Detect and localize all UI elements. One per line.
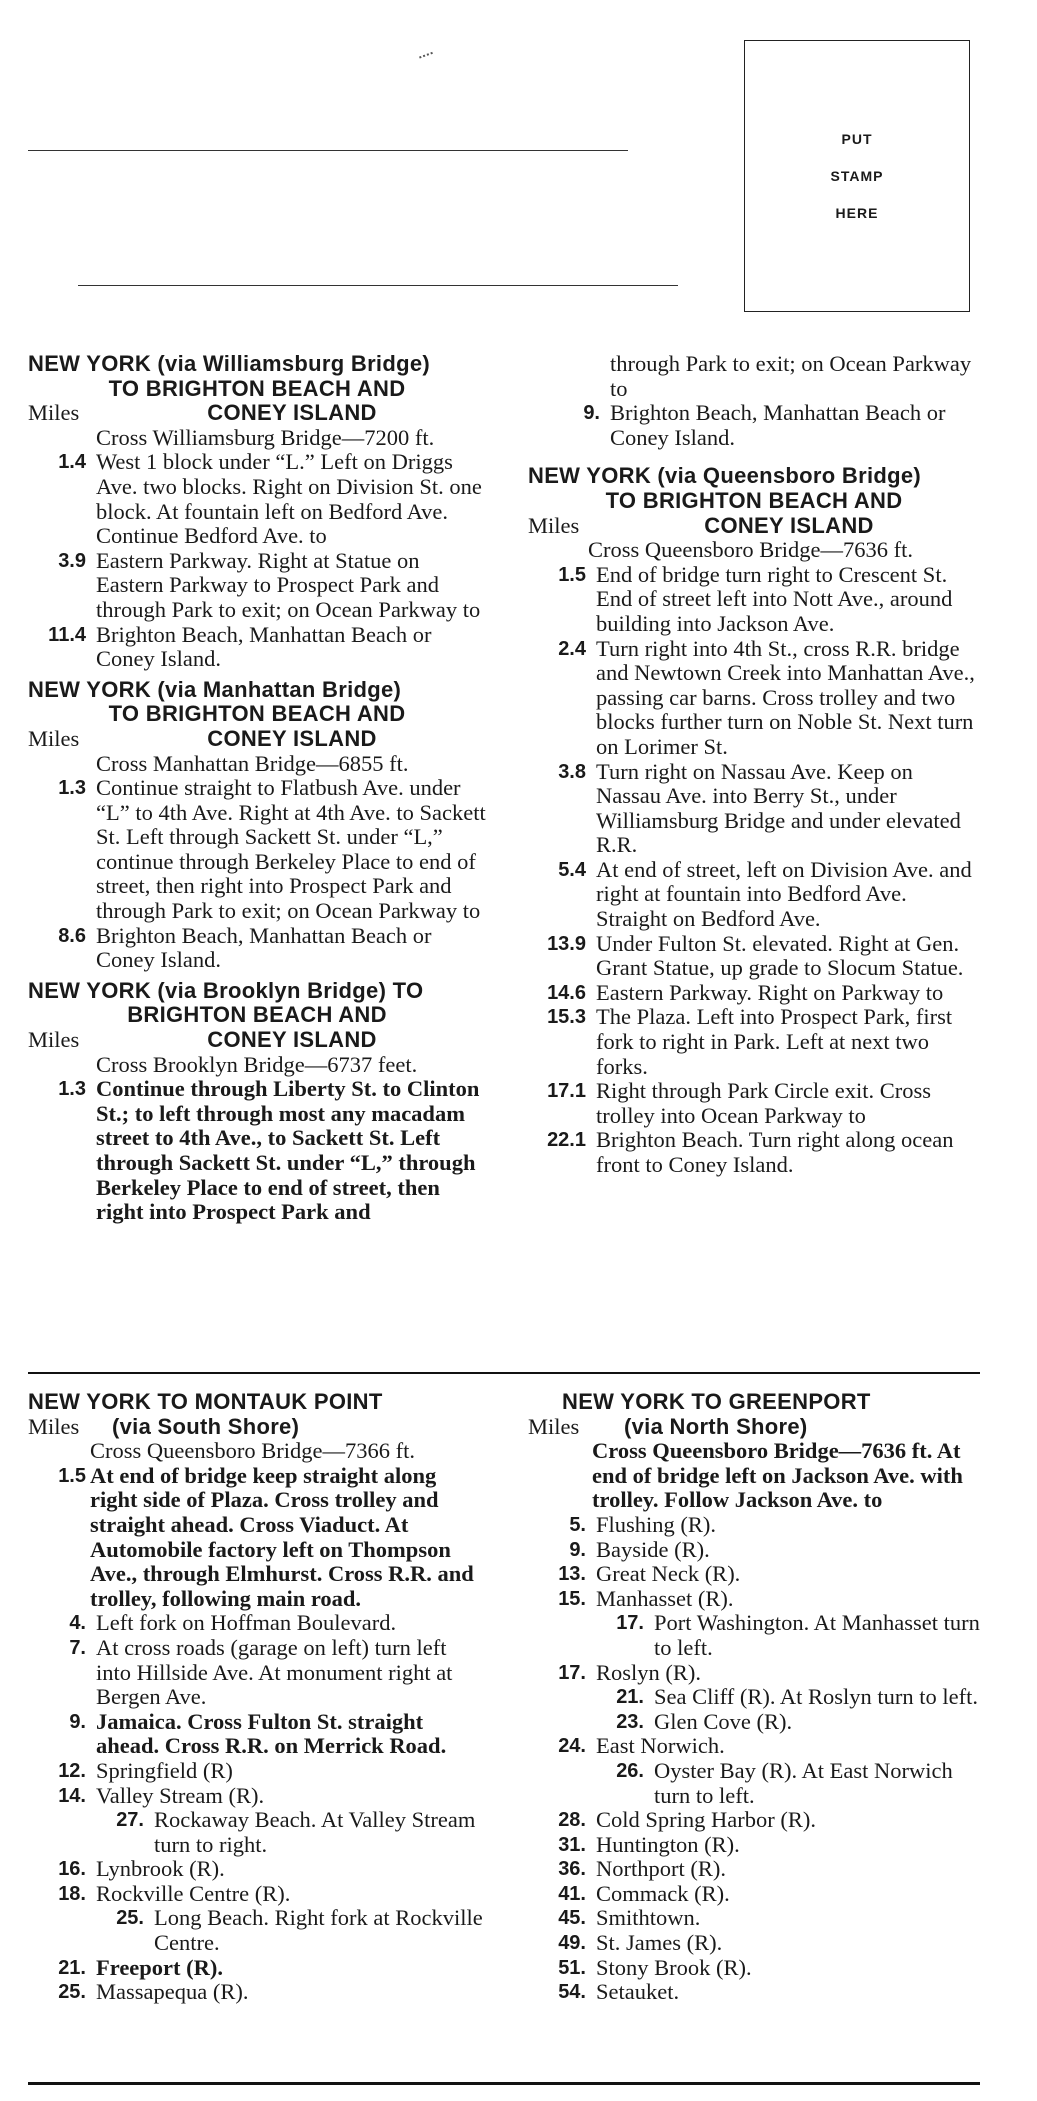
- step-text: Right through Park Circle exit. Cross trolley into Ocean Parkway to: [596, 1078, 931, 1128]
- step-text: At cross roads (garage on left) turn left into Hillside Ave. At monument right at Bergen Ave.: [96, 1634, 453, 1710]
- mileage: 49.: [558, 1932, 586, 1955]
- mileage: 7.: [69, 1636, 86, 1659]
- step-text: Under Fulton St. elevated. Right at Gen. Grant Statue, up grade to Slocum Statue.: [596, 930, 964, 981]
- mileage: 17.1: [547, 1080, 586, 1103]
- mileage: 9.: [569, 1538, 586, 1561]
- step-text: Turn right into 4th St., cross R.R. bridge and Newtown Creek into Manhattan Ave., passing car barns. Cross trolley and two blocks further turn on Noble St. Next turn on Lorimer St.: [596, 635, 975, 759]
- step-text: Stony Brook (R).: [596, 1954, 752, 1980]
- miles-label: Miles: [28, 400, 80, 426]
- route-step: [528, 563, 980, 637]
- step-text: Glen Cove (R).: [654, 1708, 793, 1734]
- mileage: 21.: [58, 1956, 86, 1979]
- route-step: [528, 1661, 980, 1686]
- bottom-rule: [28, 2082, 980, 2085]
- mileage: 16.: [58, 1858, 86, 1881]
- mileage: 9.: [583, 402, 600, 425]
- route-step: [28, 1956, 486, 1981]
- route-subtitle: (via North Shore): [624, 1413, 808, 1439]
- miles-label: Miles: [28, 1027, 80, 1053]
- step-text: Great Neck (R).: [596, 1561, 741, 1587]
- mileage: 5.4: [558, 858, 586, 881]
- route-title: CONEY ISLAND: [704, 512, 874, 538]
- step-text: Left fork on Hoffman Boulevard.: [96, 1610, 397, 1636]
- route-step: [28, 1980, 486, 2005]
- route-step: [28, 1077, 486, 1225]
- route-step: [528, 1956, 980, 1981]
- cross-instruction: Cross Manhattan Bridge—6855 ft.: [96, 750, 409, 776]
- ink-speck: [419, 52, 435, 64]
- stamp-line: HERE: [835, 204, 879, 221]
- route-step: [528, 760, 980, 858]
- mileage: 21.: [616, 1686, 644, 1709]
- mileage: 13.9: [547, 932, 586, 955]
- route-step: [28, 776, 486, 924]
- step-text: Lynbrook (R).: [96, 1856, 225, 1882]
- mileage: 3.8: [558, 760, 586, 783]
- mileage: 25.: [58, 1981, 86, 2004]
- continued-text: through Park to exit; on Ocean Parkway to: [610, 351, 972, 401]
- mileage: 1.3: [58, 1078, 86, 1101]
- route-step: [528, 1538, 980, 1563]
- mileage: 1.3: [58, 777, 86, 800]
- miles-row: [28, 727, 486, 752]
- route-brooklyn: [28, 979, 486, 1225]
- route-step: [528, 1882, 980, 1907]
- step-text: Springfield (R): [96, 1757, 233, 1783]
- mileage: 51.: [558, 1956, 586, 1979]
- step-text: St. James (R).: [596, 1930, 723, 1956]
- step-text: At end of bridge keep straight along right side of Plaza. Cross trolley and straight ahead. Cross Viaduct. At Automobile factory left on Thompson Ave., through Elmhurst. Cross R.R. and trolley, following main road.: [90, 1462, 474, 1611]
- step-text: Smithtown.: [596, 1905, 701, 1931]
- route-step: [528, 1587, 980, 1612]
- step-text: Oyster Bay (R). At East Norwich turn to left.: [654, 1757, 953, 1808]
- step-text: Roslyn (R).: [596, 1659, 702, 1685]
- route-step: [528, 1079, 980, 1128]
- route-williamsburg: [28, 352, 486, 672]
- route-title: TO BRIGHTON BEACH AND: [605, 487, 903, 513]
- step-text: Bayside (R).: [596, 1536, 710, 1562]
- route-step: [28, 1857, 486, 1882]
- mileage: 3.9: [58, 549, 86, 572]
- step-text: Eastern Parkway. Right on Parkway to: [596, 979, 944, 1005]
- top-left-column: [28, 352, 486, 1225]
- step-text: Brighton Beach, Manhattan Beach or Coney Island.: [96, 621, 432, 672]
- step-text: East Norwich.: [596, 1733, 725, 1759]
- route-step: [528, 1906, 980, 1931]
- step-text: Turn right on Nassau Ave. Keep on Nassau Ave. into Berry St., under Williamsburg Bridge and under elevated R.R.: [596, 758, 961, 858]
- mileage: 9.: [69, 1710, 86, 1733]
- route-step: [528, 1685, 980, 1710]
- route-title: CONEY ISLAND: [207, 400, 377, 426]
- step-text: Manhasset (R).: [596, 1585, 734, 1611]
- step-text: Sea Cliff (R). At Roslyn turn to left.: [654, 1684, 978, 1710]
- miles-row: [528, 514, 980, 539]
- mileage: 27.: [116, 1809, 144, 1832]
- step-text: Valley Stream (R).: [96, 1782, 265, 1808]
- route-title: CONEY ISLAND: [207, 1027, 377, 1053]
- mileage: 26.: [616, 1759, 644, 1782]
- mileage: 1.5: [558, 563, 586, 586]
- route-title: NEW YORK (via Williamsburg Bridge): [28, 351, 430, 376]
- mileage: 18.: [58, 1882, 86, 1905]
- miles-row: [28, 401, 486, 426]
- mileage: 15.: [558, 1587, 586, 1610]
- cross-instruction: Cross Williamsburg Bridge—7200 ft.: [96, 424, 435, 450]
- step-text: Brighton Beach. Turn right along ocean front to Coney Island.: [596, 1127, 954, 1177]
- step-text: Continue straight to Flatbush Ave. under “L” to 4th Ave. Right at 4th Ave. to Sackett St. Left through Sackett St. under “L,” continue through Berkeley Place to end of street, then right into Prospect Park and through Park to exit; on Ocean Parkway to: [96, 775, 486, 924]
- mileage: 31.: [558, 1833, 586, 1856]
- mileage: 8.6: [58, 924, 86, 947]
- step-text: Cold Spring Harbor (R).: [596, 1807, 816, 1833]
- step-text: Northport (R).: [596, 1856, 726, 1882]
- miles-row: [28, 1028, 486, 1053]
- address-line-1: [28, 150, 628, 151]
- route-step: [28, 1636, 486, 1710]
- route-step: [528, 1857, 980, 1882]
- stamp-box: [744, 40, 970, 312]
- step-text: Massapequa (R).: [96, 1979, 249, 2005]
- miles-label: Miles: [28, 725, 80, 751]
- mileage: 28.: [558, 1809, 586, 1832]
- cross-instruction: Cross Queensboro Bridge—7636 ft. At end of bridge left on Jackson Ave. with trolley. Follow Jackson Ave. to: [592, 1438, 963, 1513]
- route-steps: [28, 1464, 486, 2005]
- step-text: The Plaza. Left into Prospect Park, first fork to right in Park. Left at next two forks.: [596, 1004, 953, 1079]
- miles-row: [28, 1415, 486, 1440]
- route-step: [28, 1611, 486, 1636]
- route-step: [528, 401, 980, 450]
- cross-instruction: Cross Brooklyn Bridge—6737 feet.: [96, 1051, 418, 1077]
- step-text: At end of street, left on Division Ave. and right at fountain into Bedford Ave. Straight on Bedford Ave.: [596, 856, 972, 932]
- route-title: NEW YORK TO GREENPORT: [562, 1389, 871, 1414]
- route-subtitle: (via South Shore): [112, 1413, 300, 1439]
- miles-row: [528, 1415, 980, 1440]
- route-step: [28, 1882, 486, 1907]
- mileage: 36.: [558, 1858, 586, 1881]
- mileage: 25.: [116, 1907, 144, 1930]
- cross-instruction: Cross Queensboro Bridge—7636 ft.: [588, 537, 913, 563]
- stamp-line: STAMP: [830, 167, 884, 184]
- miles-label: Miles: [28, 1413, 80, 1439]
- mileage: 5.: [569, 1513, 586, 1536]
- route-step: [28, 1906, 486, 1955]
- route-step: [28, 924, 486, 973]
- route-step: [528, 1931, 980, 1956]
- address-line-2: [78, 285, 678, 286]
- miles-label: Miles: [528, 512, 580, 538]
- route-step: [528, 637, 980, 760]
- route-title: TO BRIGHTON BEACH AND: [108, 701, 406, 727]
- step-text: Setauket.: [596, 1979, 680, 2005]
- mileage: 1.5: [58, 1464, 86, 1487]
- mileage: 45.: [558, 1907, 586, 1930]
- mileage: 41.: [558, 1882, 586, 1905]
- section-divider: [28, 1372, 980, 1374]
- route-title: BRIGHTON BEACH AND: [127, 1002, 387, 1028]
- mileage: 12.: [58, 1759, 86, 1782]
- route-title: NEW YORK (via Queensboro Bridge): [528, 463, 922, 489]
- route-step: [528, 932, 980, 981]
- mileage: 24.: [558, 1735, 586, 1758]
- route-step: [528, 1128, 980, 1177]
- mileage: 54.: [558, 1981, 586, 2004]
- route-title: TO BRIGHTON BEACH AND: [108, 375, 406, 401]
- step-text: Rockville Centre (R).: [96, 1880, 291, 1906]
- step-text: Brighton Beach, Manhattan Beach or Coney Island.: [96, 922, 432, 973]
- mileage: 14.6: [547, 981, 586, 1004]
- route-step: [28, 1808, 486, 1857]
- route-step: [528, 1833, 980, 1858]
- miles-label: Miles: [528, 1413, 580, 1439]
- route-step: [528, 1005, 980, 1079]
- top-right-column: [528, 352, 980, 1178]
- stamp-line: PUT: [841, 130, 873, 147]
- route-title: NEW YORK (via Manhattan Bridge): [28, 676, 402, 702]
- route-step: [28, 549, 486, 623]
- route-step: [528, 1611, 980, 1660]
- mileage: 4.: [69, 1612, 86, 1635]
- step-text: Brighton Beach, Manhattan Beach or Coney Island.: [610, 400, 946, 450]
- step-text: Jamaica. Cross Fulton St. straight ahead. Cross R.R. on Merrick Road.: [96, 1708, 447, 1759]
- route-montauk: [28, 1390, 486, 2005]
- route-step: [28, 1710, 486, 1759]
- route-step: [528, 1513, 980, 1538]
- step-text: Rockaway Beach. At Valley Stream turn to right.: [154, 1807, 476, 1857]
- mileage: 15.3: [547, 1006, 586, 1029]
- route-step: [28, 450, 486, 548]
- route-step: [528, 1734, 980, 1759]
- step-text: Huntington (R).: [596, 1831, 740, 1857]
- mileage: 2.4: [558, 637, 586, 660]
- step-text: Eastern Parkway. Right at Statue on Eastern Parkway to Prospect Park and through Park to exit; on Ocean Parkway to: [96, 547, 481, 622]
- route-title: NEW YORK TO MONTAUK POINT: [28, 1389, 383, 1414]
- route-step: [528, 981, 980, 1006]
- route-manhattan: [28, 678, 486, 973]
- step-text: Commack (R).: [596, 1880, 730, 1906]
- cross-instruction: Cross Queensboro Bridge—7366 ft.: [90, 1438, 415, 1464]
- route-greenport: [528, 1390, 980, 2005]
- step-text: Flushing (R).: [596, 1511, 717, 1537]
- mileage: 23.: [616, 1710, 644, 1733]
- mileage: 17.: [616, 1612, 644, 1635]
- route-step: [28, 1464, 486, 1612]
- route-step: [28, 1784, 486, 1809]
- mileage: 11.4: [48, 623, 86, 646]
- mileage: 1.4: [58, 451, 86, 474]
- route-title: CONEY ISLAND: [207, 725, 377, 751]
- mileage: 17.: [558, 1661, 586, 1684]
- route-step: [528, 1759, 980, 1808]
- mileage: 14.: [58, 1784, 86, 1807]
- route-step: [528, 1710, 980, 1735]
- route-title: NEW YORK (via Brooklyn Bridge) TO: [28, 977, 424, 1003]
- route-step: [28, 1759, 486, 1784]
- step-text: Long Beach. Right fork at Rockville Centre.: [154, 1905, 483, 1956]
- route-step: [528, 1808, 980, 1833]
- route-step: [28, 623, 486, 672]
- step-text: Continue through Liberty St. to Clinton St.; to left through most any macadam street to 4th Ave., to Sackett St. Left through Sackett St. under “L,” through Berkeley Place to end of street, then right into Prospect Park and: [96, 1076, 480, 1225]
- mileage: 22.1: [547, 1129, 586, 1152]
- step-text: End of bridge turn right to Crescent St. End of street left into Nott Ave., around building into Jackson Ave.: [596, 561, 953, 636]
- route-step: [528, 1980, 980, 2005]
- mileage: 13.: [558, 1563, 586, 1586]
- route-queensboro: [528, 464, 980, 1177]
- step-text: Port Washington. At Manhasset turn to left.: [654, 1610, 980, 1660]
- route-step: [528, 858, 980, 932]
- route-step: [528, 1562, 980, 1587]
- step-text: West 1 block under “L.” Left on Driggs Ave. two blocks. Right on Division St. one block. At fountain left on Bedford Ave. Continue Bedford Ave. to: [96, 449, 482, 549]
- step-text: Freeport (R).: [96, 1954, 224, 1980]
